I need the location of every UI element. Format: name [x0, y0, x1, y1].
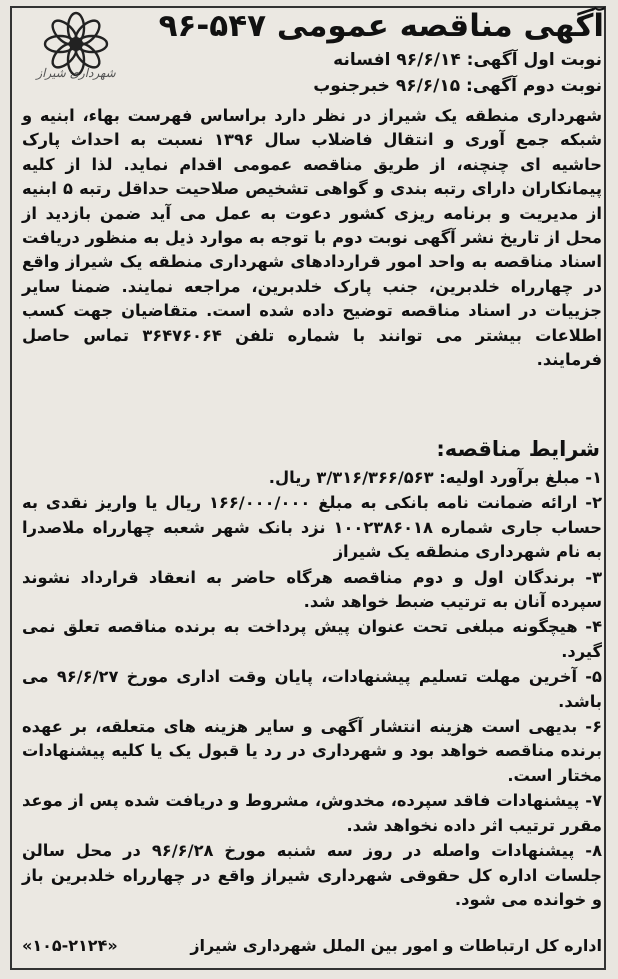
condition-item: ۸- پیشنهادات واصله در روز سه شنبه مورخ ۹۶/۶/۲۸ در محل سالن جلسات اداره کل حقوقی شهرداری شیراز واقع در چهارراه خلدبرین باز و خوانده می شود. — [22, 841, 602, 909]
conditions-list — [22, 466, 602, 913]
condition-item: ۱- مبلغ برآورد اولیه: ۳/۳۱۶/۳۶۶/۵۶۳ ریال. — [268, 468, 602, 487]
condition-item: ۷- پیشنهادات فاقد سپرده، مخدوش، مشروط و دریافت شده پس از موعد مقرر ترتیب اثر داده نخواهد شد. — [22, 791, 602, 835]
condition-item: ۳- برندگان اول و دوم مناقصه هرگاه حاضر به انعقاد قرارداد نشوند سپرده آنان به ترتیب ضبط خواهد شد. — [22, 567, 602, 612]
issuing-organization: اداره کل ارتباطات و امور بین الملل شهرداری شیراز — [190, 936, 602, 955]
second-publication: نوبت دوم آگهی: ۹۶/۶/۱۵ خبرجنوب — [313, 76, 602, 96]
condition-item: ۵- آخرین مهلت تسلیم پیشنهادات، پایان وقت اداری مورخ ۹۶/۶/۲۷ می باشد. — [22, 667, 602, 711]
logo-caption: شهرداری شیراز — [36, 66, 116, 80]
conditions-heading: شرایط مناقصه: — [436, 437, 600, 461]
condition-item: ۶- بدیهی است هزینه انتشار آگهی و سایر هزینه های متعلقه، بر عهده برنده مناقصه خواهد بود و شهرداری در رد یا قبول یک یا کلیه پیشنهادات مختار است. — [22, 717, 602, 785]
notice-footer — [22, 934, 602, 958]
notice-body: شهرداری منطقه یک شیراز در نظر دارد براساس فهرست بهاء، ابنیه و شبکه جمع آوری و انتقال فاضلاب سال ۱۳۹۶ نسبت به احداث پارک حاشیه ای چنچنه، از طریق مناقصه عمومی اقدام نماید. لذا از کلیه پیمانکاران دارای رتبه بندی و گواهی تشخیص صلاحیت حداقل رتبه ۵ ابنیه از مدیریت و برنامه ریزی کشور دعوت به عمل می آید ضمن بازدید از محل از تاریخ نشر آگهی نوبت دوم با توجه به موارد ذیل به منظور دریافت اسناد مناقصه به واحد امور قراردادهای شهرداری منطقه یک شیراز واقع در چهارراه خلدبرین، جنب پارک خلدبرین، مراجعه نمایند. ضمنا سایر جزییات در اسناد مناقصه توضیح داده شده است. متقاضیان جهت کسب اطلاعات بیشتر می توانند با شماره تلفن ۳۶۴۷۶۰۶۴ تماس حاصل فرمایند. — [21, 106, 603, 370]
condition-item: ۴- هیچگونه مبلغی تحت عنوان پیش پرداخت به برنده مناقصه تعلق نمی گیرد. — [22, 617, 602, 661]
notice-code: «۱۰۵-۲۱۲۴» — [22, 936, 118, 955]
notice-title: آگهی مناقصه عمومی ۵۴۷-۹۶ — [158, 8, 604, 44]
condition-item: ۲- ارائه ضمانت نامه بانکی به مبلغ ۱۶۶/۰۰۰/۰۰۰ ریال یا واریز نقدی به حساب جاری شماره ۱۰۰۲۳۸۶۰۱۸ نزد بانک شهر شعبه چهارراه ملاصدرا به نام شهرداری منطقه یک شیراز — [22, 493, 602, 562]
first-publication: نوبت اول آگهی: ۹۶/۶/۱۴ افسانه — [333, 50, 602, 70]
